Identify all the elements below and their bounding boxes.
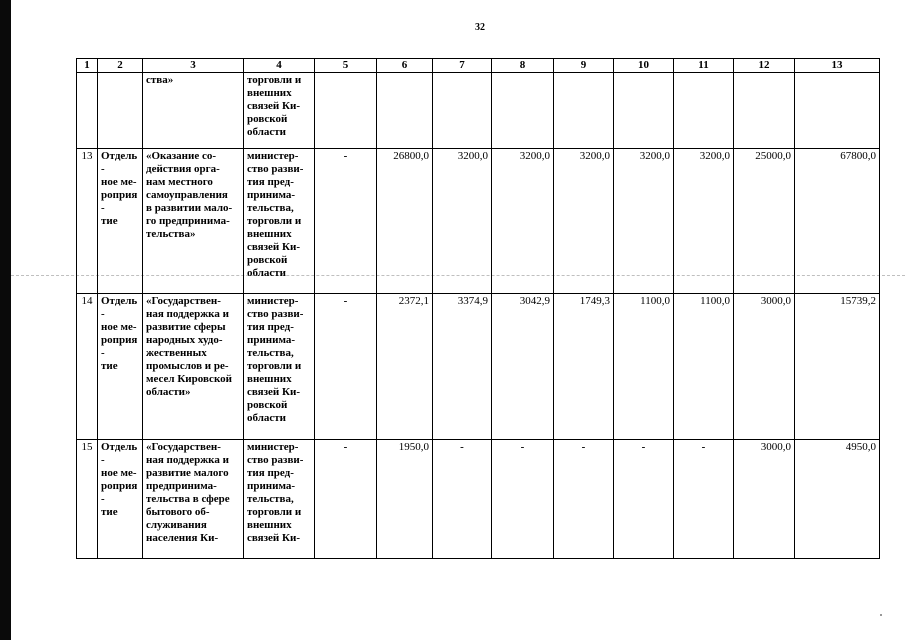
value-cell [674, 73, 734, 149]
value-cell: 1749,3 [554, 294, 614, 440]
value-cell: - [614, 440, 674, 559]
value-cell: 3000,0 [734, 440, 795, 559]
value-cell: 3200,0 [433, 149, 492, 294]
value-cell: - [315, 440, 377, 559]
program-table [76, 58, 880, 559]
row-number [77, 73, 98, 149]
table-row [77, 440, 880, 559]
value-cell: - [492, 440, 554, 559]
value-cell [377, 73, 433, 149]
column-number: 13 [795, 59, 880, 73]
measure-type [98, 73, 143, 149]
value-cell: - [315, 149, 377, 294]
value-cell: 2372,1 [377, 294, 433, 440]
value-cell: - [315, 294, 377, 440]
column-number: 8 [492, 59, 554, 73]
row-number: 13 [77, 149, 98, 294]
value-cell: 3374,9 [433, 294, 492, 440]
value-cell [614, 73, 674, 149]
value-cell [795, 73, 880, 149]
row-number: 15 [77, 440, 98, 559]
measure-type: Отдель- ное ме- роприя- тие [98, 440, 143, 559]
table-row [77, 149, 880, 294]
measure-type: Отдель- ное ме- роприя- тие [98, 294, 143, 440]
value-cell: 1950,0 [377, 440, 433, 559]
value-cell: 3200,0 [492, 149, 554, 294]
column-number: 9 [554, 59, 614, 73]
page-number: 32 [475, 22, 485, 33]
value-cell [433, 73, 492, 149]
executor: министер- ство разви- тия пред- принима- тельства, торговли и внешних связей Ки- ровской области [244, 149, 315, 294]
column-number: 10 [614, 59, 674, 73]
column-number: 5 [315, 59, 377, 73]
column-number: 12 [734, 59, 795, 73]
measure-name: «Государствен- ная поддержка и развитие сферы народных худо- жественных промыслов и ре- месел Кировской области» [143, 294, 244, 440]
column-numbers-row [77, 59, 880, 73]
executor: министер- ство разви- тия пред- принима- тельства, торговли и внешних связей Ки- ровской области [244, 294, 315, 440]
column-number: 7 [433, 59, 492, 73]
value-cell: - [674, 440, 734, 559]
value-cell: 25000,0 [734, 149, 795, 294]
executor: торговли и внешних связей Ки- ровской области [244, 73, 315, 149]
measure-name: «Оказание со- действия орга- нам местного самоуправления в развитии мало- го предпринима- тельства» [143, 149, 244, 294]
value-cell: 3200,0 [614, 149, 674, 294]
column-number: 2 [98, 59, 143, 73]
table-row [77, 73, 880, 149]
executor: министер- ство разви- тия пред- принима- тельства, торговли и внешних связей Ки- [244, 440, 315, 559]
value-cell: 26800,0 [377, 149, 433, 294]
value-cell: 67800,0 [795, 149, 880, 294]
value-cell: 15739,2 [795, 294, 880, 440]
value-cell: 3200,0 [674, 149, 734, 294]
column-number: 6 [377, 59, 433, 73]
value-cell [554, 73, 614, 149]
column-number: 11 [674, 59, 734, 73]
measure-type: Отдель- ное ме- роприя- тие [98, 149, 143, 294]
scan-speck [880, 614, 882, 616]
column-number: 1 [77, 59, 98, 73]
value-cell [315, 73, 377, 149]
value-cell: - [433, 440, 492, 559]
row-number: 14 [77, 294, 98, 440]
table-row [77, 294, 880, 440]
value-cell: - [554, 440, 614, 559]
value-cell [734, 73, 795, 149]
value-cell: 1100,0 [674, 294, 734, 440]
column-number: 3 [143, 59, 244, 73]
value-cell: 1100,0 [614, 294, 674, 440]
value-cell: 3042,9 [492, 294, 554, 440]
value-cell [492, 73, 554, 149]
measure-name: «Государствен- ная поддержка и развитие малого предпринима- тельства в сфере бытового об- служивания населения Ки- [143, 440, 244, 559]
value-cell: 3200,0 [554, 149, 614, 294]
column-number: 4 [244, 59, 315, 73]
measure-name: ства» [143, 73, 244, 149]
value-cell: 4950,0 [795, 440, 880, 559]
value-cell: 3000,0 [734, 294, 795, 440]
scan-edge-bar [0, 0, 11, 640]
